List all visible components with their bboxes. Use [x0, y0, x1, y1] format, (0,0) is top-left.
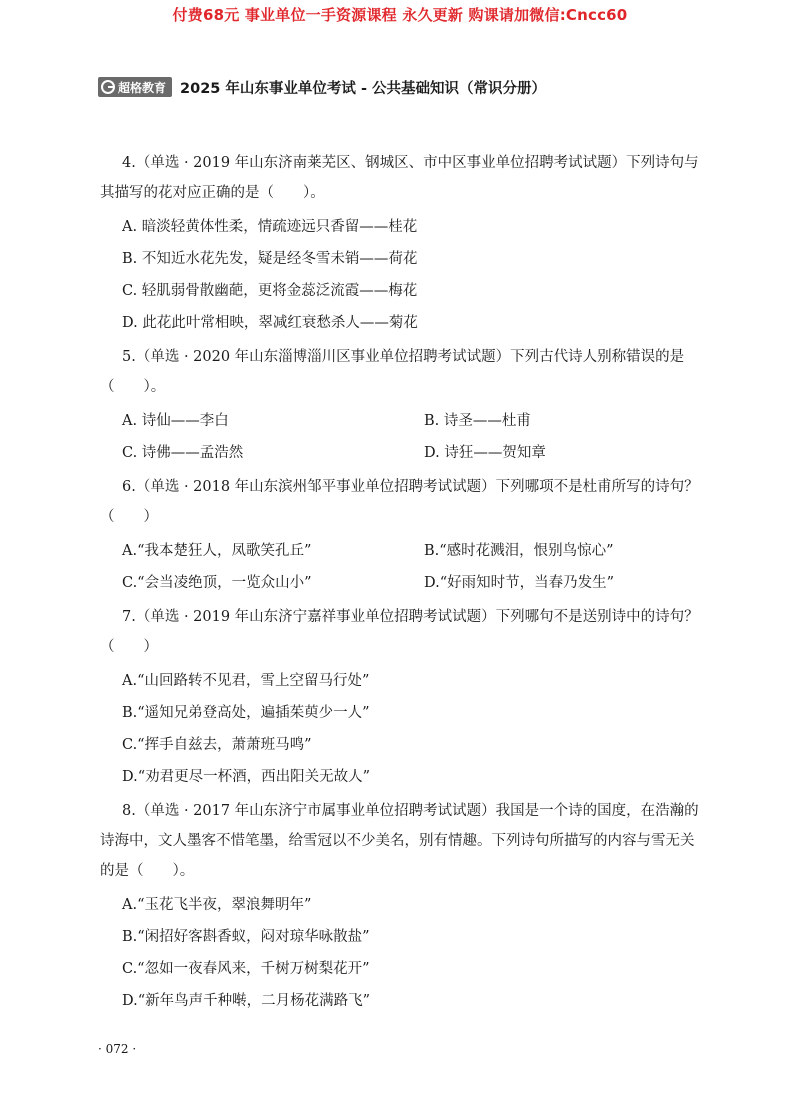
option-row: [100, 440, 704, 466]
option-d: D. 诗狂——贺知章: [424, 445, 546, 461]
question-stem: 4.（单选 · 2019 年山东济南莱芜区、钢城区、市中区事业单位招聘考试试题）下列诗句与其描写的花对应正确的是（ ）。: [100, 155, 699, 201]
question-stem: 8.（单选 · 2017 年山东济宁市属事业单位招聘考试试题）我国是一个诗的国度，在浩瀚的诗海中，文人墨客不惜笔墨，给雪冠以不少美名，别有情趣。下列诗句所描写的内容与雪无关的是（ ）。: [100, 803, 699, 879]
option-c: C. 轻肌弱骨散幽葩，更将金蕊泛流霞——梅花: [122, 283, 418, 299]
option-row: [100, 408, 704, 434]
option-d: D.“劝君更尽一杯酒，西出阳关无故人”: [122, 769, 371, 785]
page-number: · 072 ·: [98, 1042, 137, 1056]
question-5: [100, 342, 704, 466]
option-c: C.“忽如一夜春风来，千树万树梨花开”: [122, 961, 370, 977]
question-8: [100, 796, 704, 1014]
page-header: [98, 76, 546, 98]
option-c: C.“会当凌绝顶，一览众山小”: [122, 575, 312, 591]
option-a: A.“山回路转不见君，雪上空留马行处”: [122, 673, 370, 689]
brand-g-icon: [101, 80, 115, 94]
option-b: B.“闲招好客斟香蚁，闷对琼华咏散盐”: [122, 929, 370, 945]
option-d: D.“好雨知时节，当春乃发生”: [424, 575, 615, 591]
brand-logo-text: 超格教育: [118, 80, 167, 95]
option-b: B.“感时花溅泪，恨别鸟惊心”: [424, 543, 614, 559]
option-d: D. 此花此叶常相映，翠减红衰愁杀人——菊花: [122, 315, 418, 331]
option-b: B.“遥知兄弟登高处，遍插茱萸少一人”: [122, 705, 370, 721]
option-a: A.“我本楚狂人，凤歌笑孔丘”: [122, 543, 312, 559]
watermark-banner: 付费68元 事业单位一手资源课程 永久更新 购课请加微信:Cncc60: [172, 6, 628, 24]
option-c: C. 诗佛——孟浩然: [122, 445, 244, 461]
option-row: [100, 570, 704, 596]
option-b: B. 诗圣——杜甫: [424, 413, 531, 429]
option-a: A. 诗仙——李白: [122, 413, 229, 429]
option-c: C.“挥手自兹去，萧萧班马鸣”: [122, 737, 312, 753]
question-list: [100, 148, 704, 1020]
option-a: A.“玉花飞半夜，翠浪舞明年”: [122, 897, 312, 913]
question-7: [100, 602, 704, 790]
header-title: 2025 年山东事业单位考试 - 公共基础知识（常识分册）: [180, 80, 547, 97]
brand-logo: [98, 77, 172, 97]
option-a: A. 暗淡轻黄体性柔，情疏迹远只香留——桂花: [122, 219, 418, 235]
question-stem: 6.（单选 · 2018 年山东滨州邹平事业单位招聘考试试题）下列哪项不是杜甫所写的诗句？（ ）: [100, 479, 699, 525]
option-d: D.“新年鸟声千种啭，二月杨花满路飞”: [122, 993, 371, 1009]
option-b: B. 不知近水花先发，疑是经冬雪未销——荷花: [122, 251, 418, 267]
option-row: [100, 538, 704, 564]
question-stem: 7.（单选 · 2019 年山东济宁嘉祥事业单位招聘考试试题）下列哪句不是送别诗中的诗句？（ ）: [100, 609, 699, 655]
question-6: [100, 472, 704, 596]
question-4: [100, 148, 704, 336]
question-stem: 5.（单选 · 2020 年山东淄博淄川区事业单位招聘考试试题）下列古代诗人别称错误的是（ ）。: [100, 349, 685, 395]
